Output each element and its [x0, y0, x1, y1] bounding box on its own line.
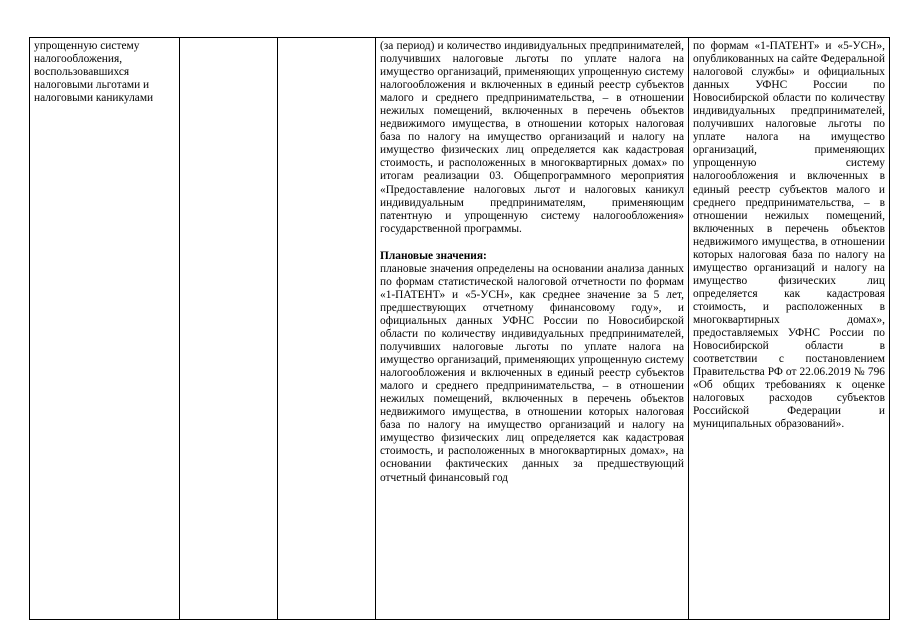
- indicator-cell: [30, 38, 180, 620]
- planned-values-heading: Плановые значения:: [380, 249, 487, 262]
- empty-cell-3: [278, 38, 376, 620]
- empty-cell-2: [180, 38, 278, 620]
- source-text: по формам «1-ПАТЕНТ» и «5-УСН», опубликованных на сайте Федеральной налоговой службы» и официальных данных УФНС России по Новосибирской области по количеству индивидуальных предпринимателей, получивших налоговые льготы по уплате налога на имущество организаций, применяющих упрощенную систему налогообложения и включенных в единый реестр субъектов малого и среднего предпринимательства, – в отношении нежилых помещений, включенных в перечень объектов недвижимого имущества, в отношении которых налоговая база по налогу на имущество организаций и налогу на имущество физических лиц определяется как кадастровая стоимость, и расположенных в многоквартирных домах», предоставляемых УФНС России по Новосибирской области в соответствии с постановлением Правительства РФ от 22.06.2019 № 796 «Об общих требованиях к оценке налоговых расходов субъектов Российской Федерации и муниципальных образований».: [693, 40, 885, 431]
- method-paragraph-1: (за период) и количество индивидуальных предпринимателей, получивших налоговые льготы по уплате налога на имущество организаций, применяющих упрощенную систему налогообложения и включенных в единый реестр субъектов малого и среднего предпринимательства, – в отношении нежилых помещений, включенных в перечень объектов недвижимого имущества, в отношении которых налоговая база по налогу на имущество организаций и налогу на имущество физических лиц определяется как кадастровая стоимость, и расположенных в многоквартирных домах» по итогам реализации 03. Общепрограммного мероприятия «Предоставление налоговых льгот и налоговых каникул индивидуальным предпринимателям, применяющим патентную и упрощенную систему налогообложения» государственной программы.: [380, 40, 684, 235]
- method-cell: [376, 38, 689, 620]
- indicators-table: [29, 37, 890, 620]
- indicator-text: упрощенную систему налогообложения, воспользовавшихся налоговыми льготами и налоговыми каникулами: [34, 40, 154, 105]
- source-cell: [689, 38, 890, 620]
- method-paragraph-2: плановые значения определены на основании анализа данных по формам статистической налоговой отчетности по формам «1-ПАТЕНТ» и «5-УСН», как среднее значение за 5 лет, предшествующих отчетному финансовому году», и официальных данных УФНС России по Новосибирской области по количеству индивидуальных предпринимателей, получивших налоговые льготы по уплате налога на имущество организаций, применяющих упрощенную систему налогообложения и включенных в единый реестр субъектов малого и среднего предпринимательства, – в отношении нежилых помещений, включенных в перечень объектов недвижимого имущества, в отношении которых налоговая база по налогу на имущество организаций и налогу на имущество физических лиц определяется как кадастровая стоимость, и расположенных в многоквартирных домах», на основании фактических данных за предшествующий отчетный финансовый год: [380, 262, 684, 484]
- table-row: [30, 38, 890, 620]
